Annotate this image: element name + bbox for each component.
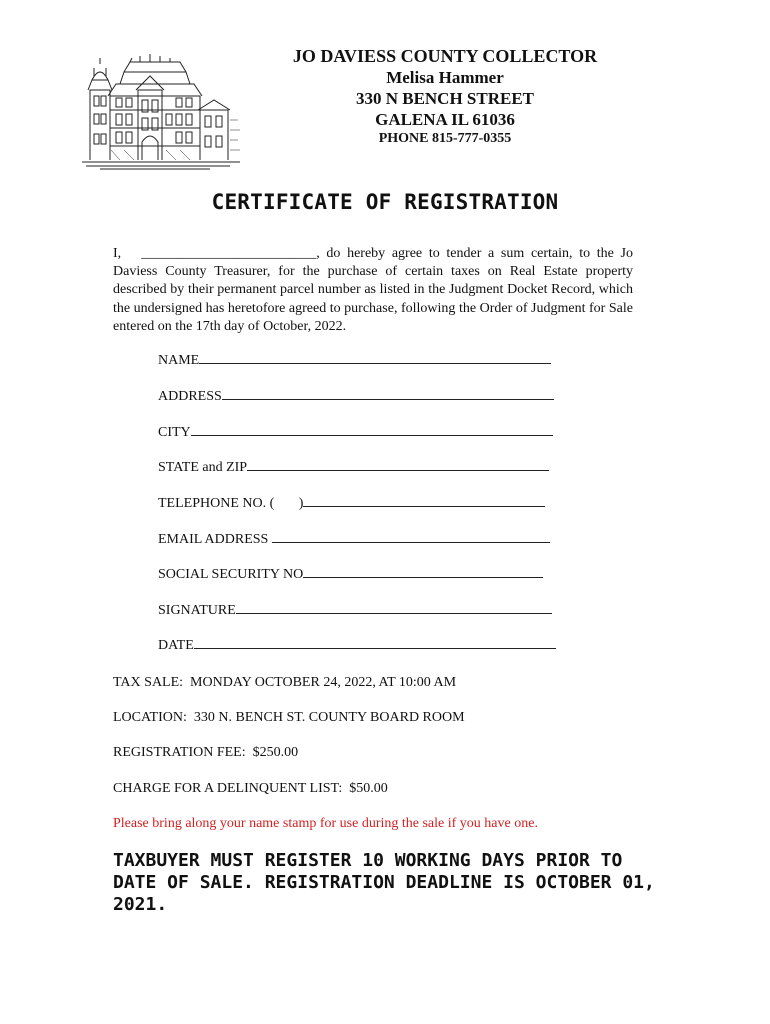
field-email[interactable]: [158, 532, 550, 548]
registration-deadline-warning: TAXBUYER MUST REGISTER 10 WORKING DAYS PRIOR TO DATE OF SALE. REGISTRATION DEADLINE IS OCTOBER 01, 2021.: [113, 850, 655, 915]
field-signature-label: SIGNATURE: [158, 603, 236, 618]
field-telephone-line[interactable]: [303, 505, 545, 507]
intro-prefix: I,: [113, 246, 122, 261]
tax-sale-info: TAX SALE: MONDAY OCTOBER 24, 2022, AT 10:00 AM: [113, 675, 457, 690]
registration-fee-info: REGISTRATION FEE: $250.00: [113, 745, 299, 760]
header-city: GALENA IL 61036: [375, 110, 515, 129]
field-city-label: CITY: [158, 425, 191, 440]
field-email-label: EMAIL ADDRESS: [158, 532, 272, 547]
field-telephone[interactable]: [158, 496, 545, 512]
field-email-line[interactable]: [272, 541, 550, 543]
document-title: CERTIFICATE OF REGISTRATION: [211, 190, 559, 214]
field-city[interactable]: [158, 425, 553, 441]
field-date-label: DATE: [158, 638, 194, 653]
name-stamp-note: Please bring along your name stamp for use during the sale if you have one.: [113, 816, 538, 831]
field-city-line[interactable]: [191, 434, 553, 436]
field-date[interactable]: [158, 638, 556, 654]
field-address-line[interactable]: [222, 398, 554, 400]
field-state-zip[interactable]: [158, 460, 549, 476]
field-address-label: ADDRESS: [158, 389, 222, 404]
field-name[interactable]: [158, 353, 551, 369]
courthouse-drawing-icon: [80, 50, 248, 172]
field-signature[interactable]: [158, 603, 552, 619]
field-name-line[interactable]: [199, 362, 551, 364]
intro-paragraph: [113, 245, 633, 336]
header-org: JO DAVIESS COUNTY COLLECTOR: [292, 46, 598, 66]
field-ssn-line[interactable]: [303, 576, 543, 578]
field-telephone-label: TELEPHONE NO. ( ): [158, 496, 304, 511]
field-state-zip-label: STATE and ZIP: [158, 460, 248, 475]
field-ssn-label: SOCIAL SECURITY NO: [158, 567, 304, 582]
header-phone: PHONE 815-777-0355: [378, 131, 512, 146]
field-address[interactable]: [158, 389, 554, 405]
field-signature-line[interactable]: [236, 612, 552, 614]
header-collector-name: Melisa Hammer: [386, 68, 504, 87]
intro-text: , do hereby agree to tender a sum certain, to the Jo Daviess County Treasurer, for the purchase of certain taxes on Real Estate property described by their permanent parcel number as listed in the Judgment Docket Record, which the undersigned has heretofore agreed to purchase, following the Order of Judgment for Sale entered on the 17th day of October, 2022.: [113, 246, 634, 334]
field-date-line[interactable]: [194, 647, 556, 649]
field-name-label: NAME: [158, 353, 200, 368]
field-ssn[interactable]: [158, 567, 543, 583]
delinquent-list-charge-info: CHARGE FOR A DELINQUENT LIST: $50.00: [113, 781, 388, 796]
location-info: LOCATION: 330 N. BENCH ST. COUNTY BOARD ROOM: [113, 710, 465, 725]
field-state-zip-line[interactable]: [247, 469, 549, 471]
intro-name-blank[interactable]: _________________________: [141, 246, 317, 261]
header-street: 330 N BENCH STREET: [355, 89, 535, 108]
